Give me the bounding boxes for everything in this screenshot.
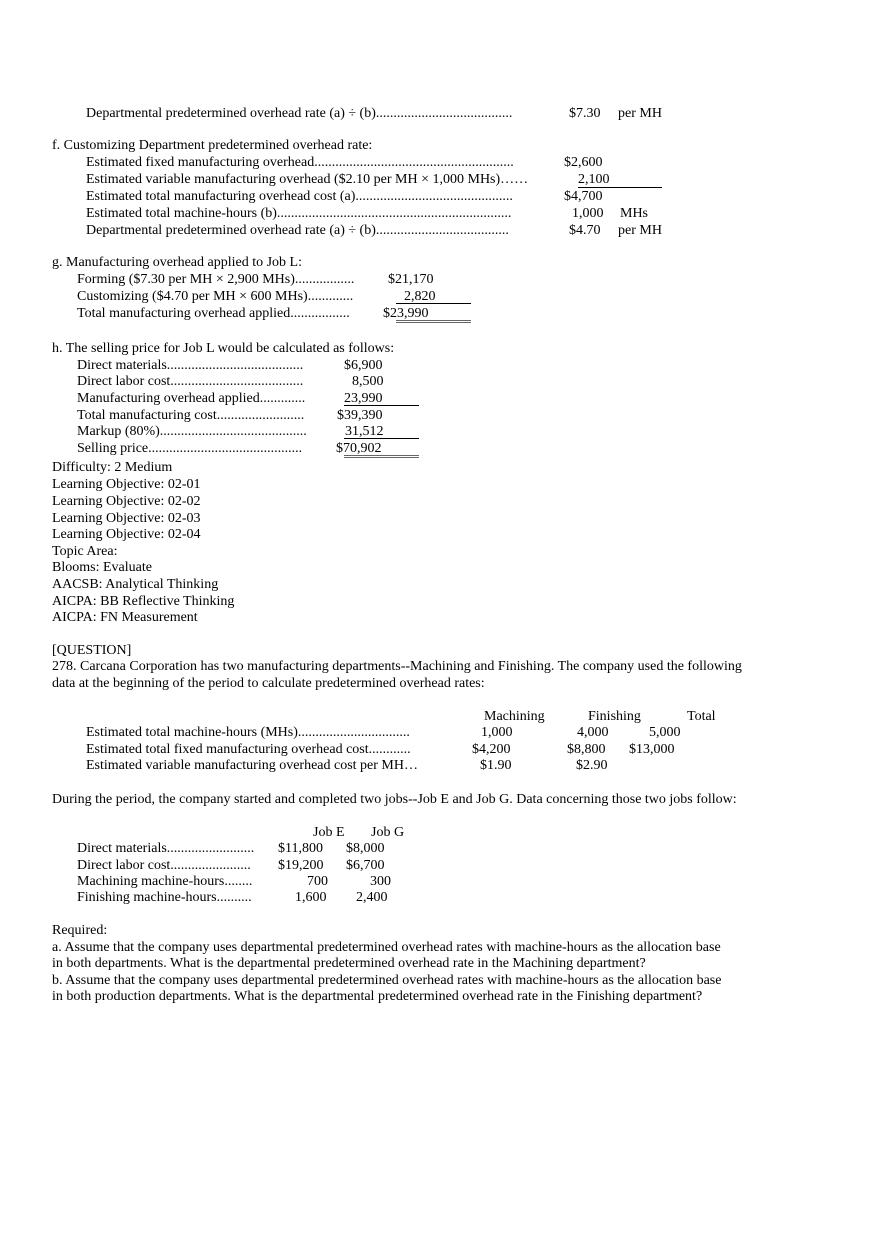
dept-cell: 5,000 (649, 725, 681, 740)
meta-line: Topic Area: (52, 544, 118, 559)
section-f-row-label: Estimated variable manufacturing overhead ($2.10 per MH × 1,000 MHs)…… (86, 172, 529, 187)
section-h-row-label: Direct labor cost...................................... (77, 374, 304, 389)
job-cell: $11,800 (278, 841, 323, 856)
section-h-row-value: 8,500 (352, 374, 384, 389)
meta-line: AICPA: FN Measurement (52, 610, 198, 625)
section-g-heading: g. Manufacturing overhead applied to Job L: (52, 255, 302, 270)
section-f-row-unit: per MH (618, 223, 662, 238)
section-f-row-label: Estimated total machine-hours (b)................................................................... (86, 206, 512, 221)
meta-line: Learning Objective: 02-02 (52, 494, 201, 509)
dept-cell: $13,000 (629, 742, 675, 757)
dept-cell: 1,000 (481, 725, 513, 740)
required-line: in both production departments. What is the departmental predetermined overhead rate in the Finishing department? (52, 989, 703, 1004)
job-row-label: Direct labor cost....................... (77, 858, 251, 873)
job-row-label: Machining machine-hours........ (77, 874, 253, 889)
job-cell: 2,400 (356, 890, 388, 905)
dept-cell: 4,000 (577, 725, 609, 740)
dept-col-header-finishing: Finishing (588, 709, 641, 724)
section-h-row-value: $39,390 (337, 408, 383, 423)
section-f-row-label: Estimated total manufacturing overhead cost (a)............................................. (86, 189, 513, 204)
section-f-row-unit: MHs (620, 206, 649, 221)
section-h-row-value: 23,990 (344, 391, 383, 406)
job-cell: $6,700 (346, 858, 385, 873)
question-intro-line: 278. Carcana Corporation has two manufacturing departments--Machining and Finishing. The company used the following (52, 659, 742, 674)
required-label: Required: (52, 923, 108, 938)
job-cell: 700 (307, 874, 328, 889)
dept-cell: $2.90 (576, 758, 608, 773)
section-h-row-label: Markup (80%).......................................... (77, 424, 307, 439)
double-underline (344, 455, 419, 458)
dept-cell: $4,200 (472, 742, 511, 757)
job-cell: $8,000 (346, 841, 385, 856)
section-g-row-label: Customizing ($4.70 per MH × 600 MHs)............. (77, 289, 354, 304)
forming-rate-label: Departmental predetermined overhead rate (a) ÷ (b)....................................... (86, 106, 513, 121)
section-g-row-label: Forming ($7.30 per MH × 2,900 MHs)................. (77, 272, 355, 287)
meta-line: Learning Objective: 02-03 (52, 511, 201, 526)
section-h-row-value: $70,902 (336, 441, 382, 456)
question-intro-line: data at the beginning of the period to calculate predetermined overhead rates: (52, 676, 485, 691)
dept-col-header-machining: Machining (484, 709, 545, 724)
section-h-row-value: 31,512 (345, 424, 384, 439)
section-h-row-value: $6,900 (344, 358, 383, 373)
meta-line: Learning Objective: 02-04 (52, 527, 201, 542)
required-line: b. Assume that the company uses departmental predetermined overhead rates with machine-hours as the allocation base (52, 973, 722, 988)
section-g-row-value: 2,820 (404, 289, 436, 304)
section-f-row-value: $4.70 (569, 223, 601, 238)
section-h-row-label: Total manufacturing cost......................... (77, 408, 305, 423)
section-h-row-label: Manufacturing overhead applied............. (77, 391, 306, 406)
job-cell: 300 (370, 874, 391, 889)
section-h-row-label: Selling price............................................ (77, 441, 303, 456)
forming-rate-value: $7.30 (569, 106, 601, 121)
section-f-row-label: Departmental predetermined overhead rate (a) ÷ (b)...................................... (86, 223, 509, 238)
job-col-header-e: Job E (313, 825, 345, 840)
dept-cell: $8,800 (567, 742, 606, 757)
meta-line: Learning Objective: 02-01 (52, 477, 201, 492)
dept-row-label: Estimated total machine-hours (MHs)................................ (86, 725, 410, 740)
section-h-heading: h. The selling price for Job L would be calculated as follows: (52, 341, 395, 356)
question-tag: [QUESTION] (52, 643, 132, 658)
section-f-row-value: $4,700 (564, 189, 603, 204)
dept-row-label: Estimated variable manufacturing overhead cost per MH… (86, 758, 418, 773)
meta-line: Difficulty: 2 Medium (52, 460, 173, 475)
section-g-row-label: Total manufacturing overhead applied................. (77, 306, 350, 321)
job-cell: 1,600 (295, 890, 327, 905)
meta-line: AACSB: Analytical Thinking (52, 577, 219, 592)
section-f-row-value: 1,000 (572, 206, 604, 221)
section-f-row-label: Estimated fixed manufacturing overhead......................................................... (86, 155, 514, 170)
section-f-row-value: 2,100 (578, 172, 610, 187)
job-col-header-g: Job G (371, 825, 405, 840)
meta-line: Blooms: Evaluate (52, 560, 152, 575)
double-underline (396, 320, 471, 323)
underline (344, 438, 419, 439)
dept-cell: $1.90 (480, 758, 512, 773)
section-f-heading: f. Customizing Department predetermined overhead rate: (52, 138, 373, 153)
job-cell: $19,200 (278, 858, 324, 873)
section-g-row-value: $23,990 (383, 306, 429, 321)
job-row-label: Direct materials......................... (77, 841, 255, 856)
required-line: in both departments. What is the departmental predetermined overhead rate in the Machining department? (52, 956, 646, 971)
section-f-row-value: $2,600 (564, 155, 603, 170)
jobs-intro: During the period, the company started and completed two jobs--Job E and Job G. Data concerning those two jobs follow: (52, 792, 737, 807)
underline (396, 303, 471, 304)
dept-col-header-total: Total (687, 709, 716, 724)
dept-row-label: Estimated total fixed manufacturing overhead cost............ (86, 742, 411, 757)
section-h-row-label: Direct materials....................................... (77, 358, 304, 373)
meta-line: AICPA: BB Reflective Thinking (52, 594, 235, 609)
underline (344, 405, 419, 406)
underline (578, 187, 662, 188)
section-g-row-value: $21,170 (388, 272, 434, 287)
job-row-label: Finishing machine-hours.......... (77, 890, 252, 905)
required-line: a. Assume that the company uses departmental predetermined overhead rates with machine-hours as the allocation base (52, 940, 721, 955)
forming-rate-unit: per MH (618, 106, 662, 121)
